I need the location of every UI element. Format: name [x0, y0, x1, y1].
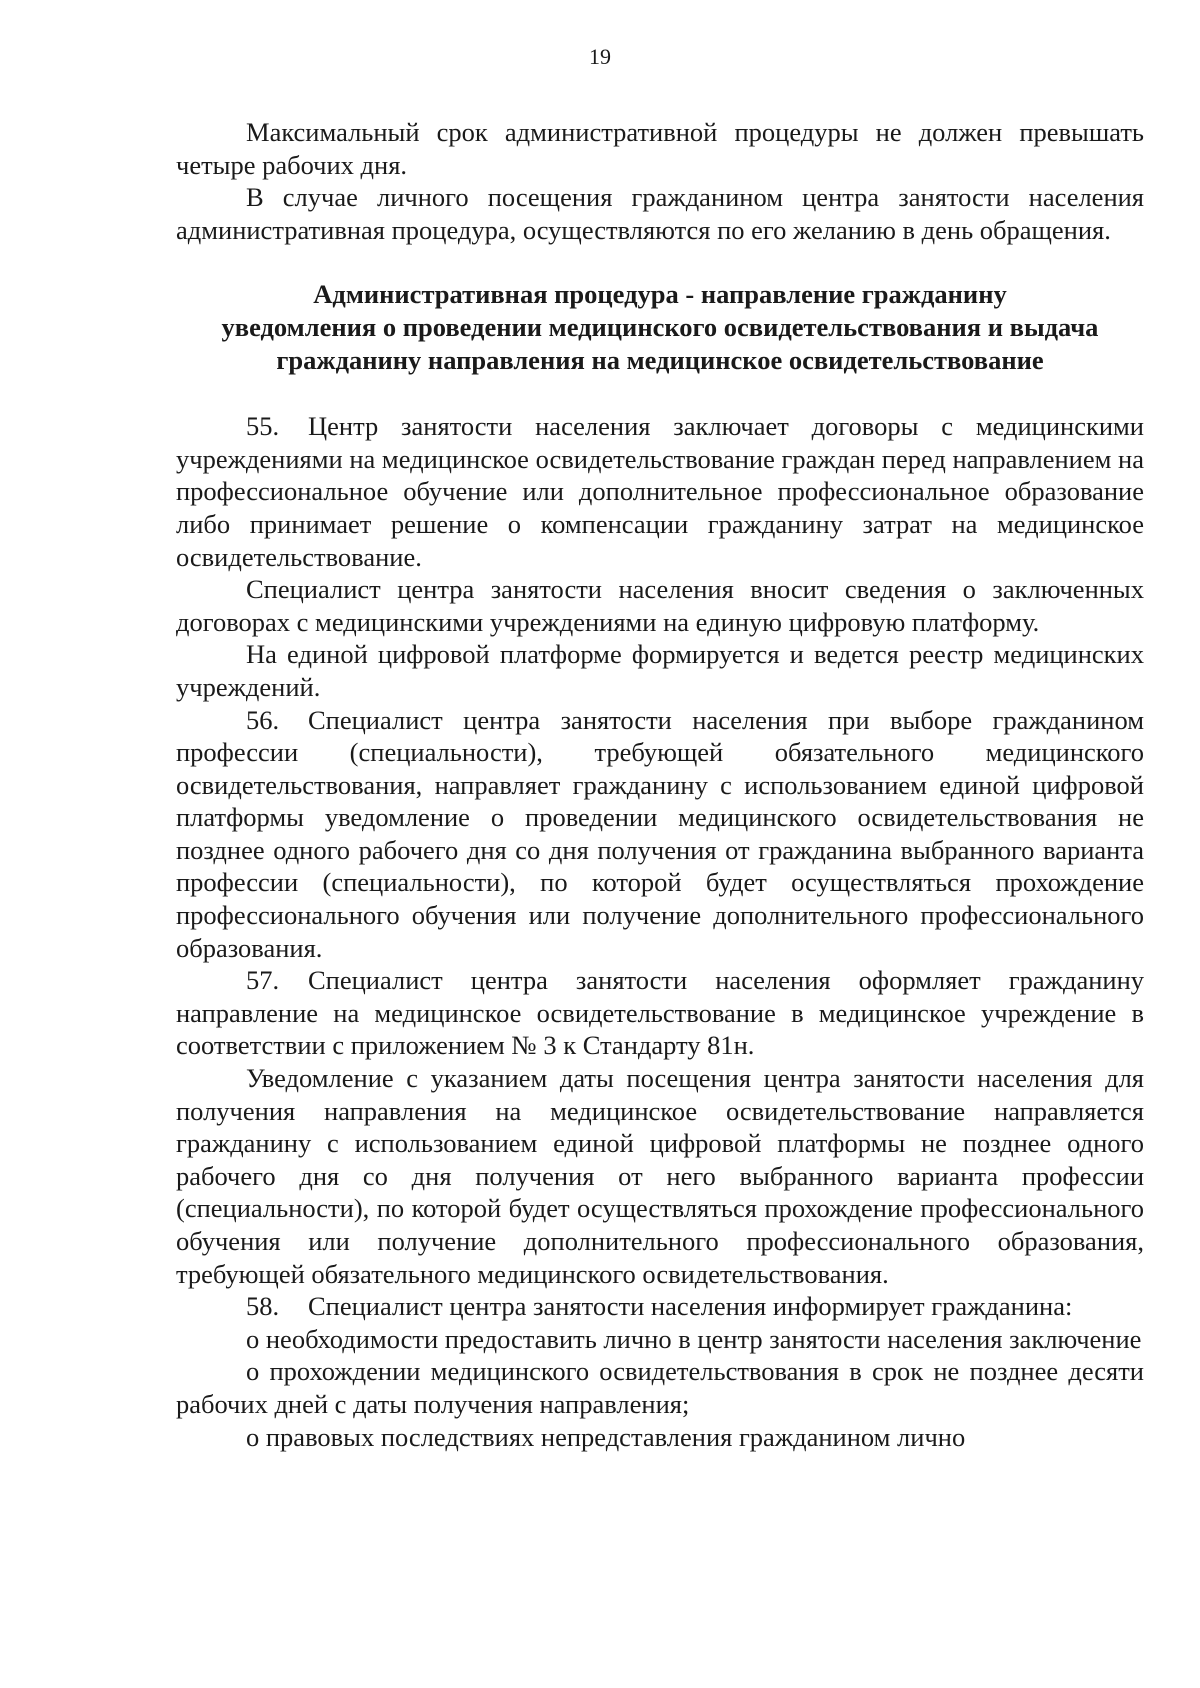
heading-line-2: уведомления о проведении медицинского освидетельствования и выдача — [221, 311, 1099, 342]
clause-number-55: 55. — [246, 411, 280, 442]
paragraph-58-conclusion: о необходимости предоставить лично в центр занятости населения заключение — [246, 1323, 1142, 1354]
clause-text-57: Специалист центра занятости населения оформляет гражданину направление на медицинское освидетельствование в медицинское учреждение в соответствии с приложением № 3 к Стандарту 81н. — [176, 965, 1144, 1061]
paragraph-58-deadline: о прохождении медицинского освидетельствования в срок не позднее десяти рабочих дней с даты получения направления; — [176, 1356, 1144, 1419]
paragraph-personal-visit: В случае личного посещения гражданином центра занятости населения административная процедура, осуществляются по его желанию в день обращения. — [176, 182, 1144, 245]
paragraph-58-consequences: о правовых последствиях непредставления гражданином лично — [246, 1421, 966, 1452]
clause-text-56: Специалист центра занятости населения при выборе гражданином профессии (специальности), требующей обязательного медицинского освидетельствования, направляет гражданину с использованием единой цифровой платформы уведомление о проведении медицинского освидетельствования не позднее одного рабочего дня со дня получения от гражданина выбранного варианта профессии (специальности), по которой будет осуществляться прохождение профессионального обучения или получение дополнительного профессионального образования. — [176, 704, 1144, 963]
page-number: 19 — [589, 44, 611, 69]
paragraph-55-contracts: Специалист центра занятости населения вносит сведения о заключенных договорах с медицинскими учреждениями на единую цифровую платформу. — [176, 574, 1144, 637]
clause-number-57: 57. — [246, 965, 280, 996]
heading-line-1: Административная процедура - направление гражданину — [313, 279, 1007, 310]
document-body — [176, 116, 1144, 1453]
heading-line-3: гражданину направления на медицинское освидетельствование — [276, 344, 1044, 375]
spacer — [176, 246, 1144, 278]
paragraph-57-notification: Уведомление с указанием даты посещения центра занятости населения для получения направления на медицинское освидетельствование направляется гражданину с использованием единой цифровой платформы не позднее одного рабочего дня со дня получения от него выбранного варианта профессии (специальности), по которой будет осуществляться прохождение профессионального обучения или получение дополнительного профессионального образования, требующей обязательного медицинского освидетельствования. — [176, 1063, 1144, 1289]
spacer — [176, 376, 1144, 410]
clause-text-55: Центр занятости населения заключает договоры с медицинскими учреждениями на медицинское освидетельствование граждан перед направлением на профессиональное обучение или дополнительное профессиональное образование либо принимает решение о компенсации гражданину затрат на медицинское освидетельствование. — [176, 411, 1144, 572]
section-heading — [176, 278, 1144, 376]
paragraph-max-term: Максимальный срок административной процедуры не должен превышать четыре рабочих дня. — [176, 117, 1144, 180]
paragraph-57 — [176, 964, 1144, 1062]
clause-number-58: 58. — [246, 1291, 280, 1322]
paragraph-58 — [176, 1290, 1144, 1323]
paragraph-55-registry: На единой цифровой платформе формируется и ведется реестр медицинских учреждений. — [176, 639, 1144, 702]
clause-text-58: Специалист центра занятости населения информирует гражданина: — [308, 1291, 1073, 1322]
paragraph-56 — [176, 704, 1144, 965]
paragraph-55 — [176, 410, 1144, 573]
clause-number-56: 56. — [246, 704, 280, 735]
